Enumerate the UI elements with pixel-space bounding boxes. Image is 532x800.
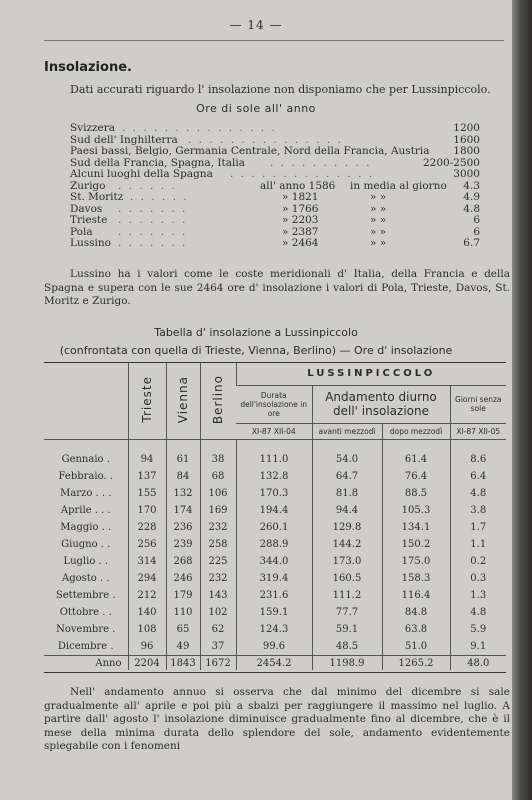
berlino-cell: 232 [200,570,236,587]
daily-value: 4.9 [463,191,480,203]
vienna-cell: 132 [166,485,200,502]
daily-value: 6 [473,214,480,226]
table-bottom-rule [44,672,506,673]
vienna-cell: 246 [166,570,200,587]
hours-value: 3000 [453,168,480,180]
durata-cell: 319.4 [236,570,312,587]
intro-text: Dati accurati riguardo l' insolazione non disponiamo che per Lussinpiccolo. [70,83,491,96]
durata-cell: 2454.2 [236,656,312,671]
col-header-label: Vienna [176,375,190,423]
table-row [44,519,506,536]
sun-hours-subheading: Ore di sole all' anno [196,102,316,115]
trieste-cell: 212 [128,587,166,604]
giorni-cell: 4.8 [450,604,506,621]
avanti-cell: 94.4 [312,502,382,519]
giorni-cell: 0.2 [450,553,506,570]
month-cell: Gennaio . [61,454,110,465]
durata-cell: 344.0 [236,553,312,570]
giorni-cell: 6.4 [450,468,506,485]
group-header-label: LUSSINPICCOLO [307,368,436,380]
list-item [70,192,480,204]
vienna-cell: 110 [166,604,200,621]
region-label: Paesi bassi, Belgio, Germania Centrale, Nord della Francia, Austria [70,145,430,157]
month-cell: Settembre . [55,590,116,601]
dopo-cell: 63.8 [382,621,450,638]
berlino-cell: 143 [200,587,236,604]
list-item [70,215,480,227]
list-item [70,169,480,181]
giorni-cell: 1.7 [450,519,506,536]
giorni-cell: 1.3 [450,587,506,604]
daily-value: 6 [473,225,480,238]
berlino-cell: 37 [200,638,236,656]
durata-cell: 260.1 [236,519,312,536]
col-subheader [382,423,450,439]
giorni-cell: 9.1 [450,638,506,656]
table-row [44,485,506,502]
place-label: Pola [70,225,93,238]
region-label: Alcuni luoghi della Spagna [70,168,213,180]
giorni-cell: 8.6 [450,451,506,468]
month-cell: Dicembre . [57,641,114,652]
giorni-cell: 48.0 [450,656,506,671]
dopo-cell: 51.0 [382,638,450,656]
durata-cell: 132.8 [236,468,312,485]
trieste-cell: 294 [128,570,166,587]
yearly-hours: » 2387 [282,225,319,238]
trieste-cell: 96 [128,638,166,656]
table-caption-line: Tabella d' insolazione a Lussinpiccolo [154,326,358,339]
region-label: Sud dell' Inghilterra [70,133,178,146]
vienna-cell: 61 [166,451,200,468]
table-caption-line: (confrontata con quella di Trieste, Vienna, Berlino) — Ore d' insolazione [59,344,453,357]
avanti-cell: 1198.9 [312,656,382,671]
col-header-label: XI-87 XII-05 [456,426,501,436]
avanti-cell: 81.8 [312,485,382,502]
dopo-cell: 116.4 [382,587,450,604]
dopo-cell: 76.4 [382,468,450,485]
avanti-cell: 129.8 [312,519,382,536]
table-row [44,570,506,587]
place-label: Trieste [70,214,108,226]
daily-value: 4.3 [463,179,480,192]
daily-value: 6.7 [463,237,480,249]
region-label: Sud della Francia, Spagna, Italia [70,156,245,169]
table-row [44,604,506,621]
giorni-cell: 0.3 [450,570,506,587]
trieste-cell: 314 [128,553,166,570]
trieste-cell: 137 [128,468,166,485]
col-header-label: Trieste [140,375,154,423]
insolation-table [44,363,506,670]
avanti-cell: 48.5 [312,638,382,656]
col-header-label: Andamento diurno dell' insolazione [325,390,437,418]
durata-cell: 111.0 [236,451,312,468]
dopo-cell: 1265.2 [382,656,450,671]
vienna-cell: 174 [166,502,200,519]
yearly-hours: » 2203 [282,214,319,226]
hours-value: 1200 [453,122,480,134]
dopo-cell: 88.5 [382,485,450,502]
daily-label: » » [370,237,387,249]
month-cell: Anno [44,656,128,671]
place-label: Davos [70,202,103,215]
avanti-cell: 77.7 [312,604,382,621]
giorni-cell: 3.8 [450,502,506,519]
durata-cell: 231.6 [236,587,312,604]
table-spacer-row [44,439,506,451]
header-rule [44,40,504,41]
trieste-cell: 170 [128,502,166,519]
vienna-cell: 1843 [166,656,200,671]
berlino-cell: 68 [200,468,236,485]
month-cell: Aprile . . . [60,505,111,516]
col-header-label: Berlino [211,374,225,424]
month-cell: Giugno . . [61,539,111,550]
table-row [44,553,506,570]
place-label: Zurigo [70,179,106,192]
dopo-cell: 61.4 [382,451,450,468]
vienna-cell: 268 [166,553,200,570]
berlino-cell: 232 [200,519,236,536]
leader-dots: . . . . . . . . . . . . . . . [122,122,277,134]
vienna-cell: 179 [166,587,200,604]
table-row [44,451,506,468]
place-label: St. Moritz [70,191,124,203]
paragraph-text: Lussino ha i valori come le coste meridionali d' Italia, della Francia e della Spagna e supera con le sue 2464 ore d' insolazione i valori di Pola, Trieste, Davos, St. Moritz e Zurigo. [44,268,510,307]
daily-value: 4.8 [463,202,480,215]
col-header-label: avanti mezzodì [318,426,376,436]
berlino-cell: 169 [200,502,236,519]
month-cell: Maggio . . [60,522,112,533]
dopo-cell: 175.0 [382,553,450,570]
col-header-trieste [128,363,166,439]
col-header-giorni [450,385,506,423]
col-header-andamento [312,385,450,423]
berlino-cell: 258 [200,536,236,553]
month-cell: Luglio . . [63,556,109,567]
group-header [236,363,506,385]
table-row-total [44,656,506,671]
col-header-durata [236,385,312,423]
leader-dots: . . . . . . [130,191,189,203]
leader-dots: . . . . . . . [118,237,188,249]
trieste-cell: 155 [128,485,166,502]
berlino-cell: 1672 [200,656,236,671]
giorni-cell: 1.1 [450,536,506,553]
paragraph [44,268,510,309]
month-cell: Marzo . . . [60,488,112,499]
hours-value: 1600 [453,133,480,146]
daily-label: » » [370,202,387,215]
leader-dots: . . . . . . [118,179,177,192]
trieste-cell: 256 [128,536,166,553]
trieste-cell: 108 [128,621,166,638]
durata-cell: 170.3 [236,485,312,502]
col-header-label: XI-87 XII-04 [251,426,296,436]
durata-cell: 124.3 [236,621,312,638]
avanti-cell: 64.7 [312,468,382,485]
dopo-cell: 150.2 [382,536,450,553]
dopo-cell: 105.3 [382,502,450,519]
table-row [44,638,506,656]
leader-dots: . . . . . . . . . . . . . . [230,168,375,180]
leader-dots: . . . . . . . . . . [270,156,372,169]
vienna-cell: 49 [166,638,200,656]
durata-cell: 159.1 [236,604,312,621]
yearly-hours: » 1766 [282,202,319,215]
daily-label: » » [370,225,387,238]
vienna-cell: 236 [166,519,200,536]
list-item [70,146,480,158]
berlino-cell: 38 [200,451,236,468]
table-row [44,621,506,638]
daily-label: » » [370,214,387,226]
berlino-cell: 62 [200,621,236,638]
col-header-berlino [200,363,236,439]
trieste-cell: 140 [128,604,166,621]
leader-dots: . . . . . . . [118,202,188,215]
place-label: Lussino [70,237,111,249]
avanti-cell: 173.0 [312,553,382,570]
paragraph [44,686,510,754]
col-header-label: Giorni senza sole [455,395,502,413]
yearly-hours: all' anno 1586 [260,179,336,192]
section-title: Insolazione. [44,60,132,75]
yearly-hours: » 1821 [282,191,319,203]
avanti-cell: 59.1 [312,621,382,638]
paragraph-text: Nell' andamento annuo si osserva che dal minimo del dicembre si sale gradualmente all' aprile e poi più a sbalzi per raggiungere il massimo nel luglio. A partire dall' agosto l' insolazione diminuisce gradualmente fino al dicembre, che è il mese della minima durata dello splendore del sole, andamento evidentemente spiegabile con i fenomeni [44,686,510,752]
berlino-cell: 102 [200,604,236,621]
vienna-cell: 84 [166,468,200,485]
vienna-cell: 239 [166,536,200,553]
avanti-cell: 144.2 [312,536,382,553]
dopo-cell: 134.1 [382,519,450,536]
durata-cell: 194.4 [236,502,312,519]
avanti-cell: 111.2 [312,587,382,604]
table-row [44,502,506,519]
table-caption [0,324,512,360]
avanti-cell: 54.0 [312,451,382,468]
avanti-cell: 160.5 [312,570,382,587]
region-label: Svizzera [70,122,116,134]
col-header-label: dopo mezzodì [389,426,443,436]
vienna-cell: 65 [166,621,200,638]
list-item [70,238,480,250]
table-row [44,536,506,553]
list-item [70,123,480,135]
table-header-row [44,363,506,385]
daily-label: » » [370,191,387,203]
col-subheader [312,423,382,439]
month-cell: Febbraio. . [58,471,113,482]
col-subheader [236,423,312,439]
berlino-cell: 106 [200,485,236,502]
sun-hours-list [70,123,480,250]
hours-value: 2200-2500 [423,156,480,169]
table-row [44,587,506,604]
dopo-cell: 84.8 [382,604,450,621]
trieste-cell: 2204 [128,656,166,671]
table-row [44,468,506,485]
col-header-label: Durata dell'insolazione in ore [240,390,308,418]
month-cell: Ottobre . . [59,607,112,618]
leader-dots: . . . . . . . . . . . . . . . [188,133,343,146]
giorni-cell: 4.8 [450,485,506,502]
daily-label: in media al giorno [350,179,447,192]
trieste-cell: 228 [128,519,166,536]
yearly-hours: » 2464 [282,237,319,249]
month-cell: Agosto . . [61,573,110,584]
col-header-vienna [166,363,200,439]
berlino-cell: 225 [200,553,236,570]
hours-value: 1800 [453,145,480,157]
col-subheader [450,423,506,439]
month-header-cell [44,363,128,439]
durata-cell: 99.6 [236,638,312,656]
leader-dots: . . . . . . . [118,225,188,238]
dopo-cell: 158.3 [382,570,450,587]
durata-cell: 288.9 [236,536,312,553]
book-spine-edge [512,0,532,800]
trieste-cell: 94 [128,451,166,468]
page-number: — 14 — [229,18,283,32]
month-cell: Novembre . [56,624,116,635]
giorni-cell: 5.9 [450,621,506,638]
leader-dots: . . . . . . . [118,214,188,226]
